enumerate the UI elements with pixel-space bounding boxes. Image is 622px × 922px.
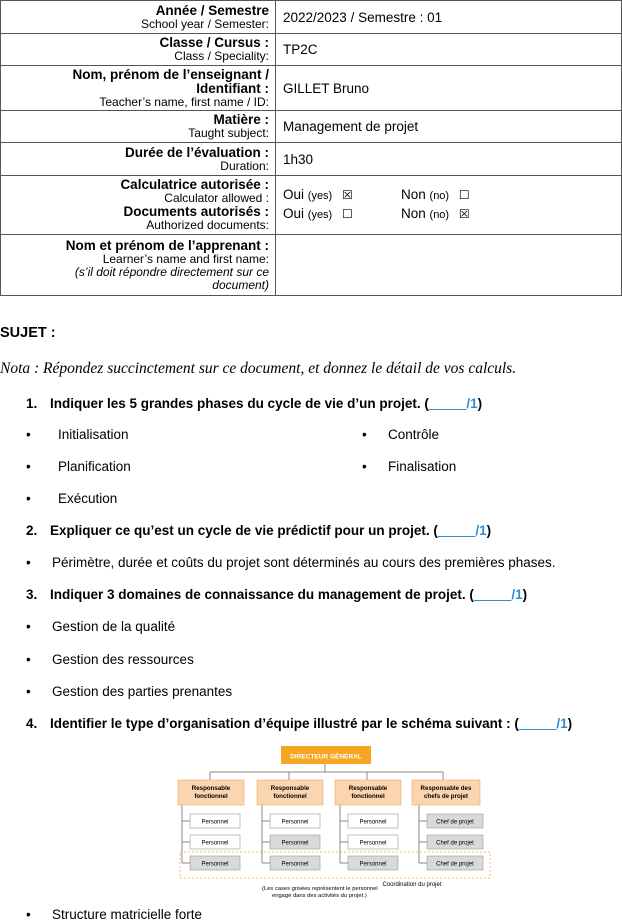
column-header-line: chefs de projet: [423, 793, 469, 800]
bullet-icon: •: [26, 684, 31, 699]
label-en: Authorized documents:: [146, 218, 269, 232]
documents-options: [283, 205, 615, 224]
row-teacher: [1, 66, 622, 111]
label-fr: Nom et prénom de l’apprenant :: [65, 237, 269, 253]
label-en: Learner’s name and first name:: [102, 251, 269, 266]
answer-text: Initialisation: [58, 427, 129, 442]
label-fr: Documents autorisés :: [123, 204, 269, 219]
label-fr: Classe / Cursus :: [159, 35, 269, 50]
learner-name-field[interactable]: [276, 235, 622, 296]
value-classe: TP2C: [276, 34, 622, 66]
calculator-options: [283, 186, 615, 205]
oui-label: Oui: [283, 187, 305, 202]
bullet-icon: •: [362, 427, 367, 442]
list-item: [362, 427, 439, 442]
staff-label: Personnel: [359, 861, 387, 868]
staff-label: Personnel: [281, 861, 309, 868]
column-header-line: Responsable des: [420, 785, 472, 792]
org-chart-diagram: [172, 744, 502, 908]
value-subject: Management de projet: [276, 111, 622, 143]
question-close: ): [486, 523, 492, 538]
bullet-icon: •: [26, 619, 31, 634]
answer-text: Contrôle: [388, 427, 440, 442]
list-item: [26, 427, 129, 442]
question-close: ): [522, 587, 528, 602]
score-total: /1: [556, 716, 568, 731]
score-total: /1: [475, 523, 487, 538]
row-duration: [1, 143, 622, 176]
answer-text: Gestion des parties prenantes: [52, 684, 233, 699]
score-blank[interactable]: _____: [473, 587, 512, 602]
non-en-label: (no): [429, 190, 450, 202]
bullet-icon: •: [26, 459, 31, 474]
list-item: [26, 555, 556, 570]
label-teacher: [1, 66, 276, 111]
bullet-icon: •: [26, 652, 31, 667]
unchecked-box-icon[interactable]: ☐: [458, 188, 470, 202]
answer-text: Planification: [58, 459, 131, 474]
question-text: Indiquer les 5 grandes phases du cycle de vie d’un projet. (: [50, 396, 429, 411]
answer-text: Structure matricielle forte: [52, 907, 203, 922]
answer-text: Périmètre, durée et coûts du projet sont déterminés au cours des premières phases.: [52, 555, 556, 570]
question-3: [26, 587, 527, 602]
staff-label: Chef de projet: [436, 819, 474, 826]
documents-non[interactable]: [401, 205, 470, 224]
staff-label: Personnel: [201, 861, 229, 868]
list-item: [26, 459, 131, 474]
column-header-line: Responsable: [270, 785, 310, 792]
checked-box-icon[interactable]: ☒: [458, 207, 470, 221]
list-item: [26, 619, 175, 634]
label-en: Taught subject:: [188, 126, 269, 140]
sujet-heading: SUJET :: [0, 325, 56, 341]
question-text: Indiquer 3 domaines de connaissance du management de projet. (: [50, 587, 474, 602]
column-header-line: fonctionnel: [351, 793, 385, 800]
label-en: Teacher’s name, first name / ID:: [99, 94, 269, 109]
label-fr: Calculatrice autorisée :: [120, 177, 269, 192]
score-blank[interactable]: _____: [518, 716, 557, 731]
answer-text: Finalisation: [388, 459, 457, 474]
label-en: Calculator allowed :: [164, 191, 269, 205]
oui-en-label: (yes): [307, 209, 333, 221]
row-subject: [1, 111, 622, 143]
label-learner: [1, 235, 276, 296]
label-duration: [1, 143, 276, 176]
label-fr: Année / Semestre: [155, 2, 269, 18]
question-text: Expliquer ce qu’est un cycle de vie prédictif pour un projet. (: [50, 523, 438, 538]
calculator-oui[interactable]: [283, 186, 401, 205]
question-1: [26, 396, 482, 411]
header-table: [0, 0, 622, 296]
value-teacher: GILLET Bruno: [276, 66, 622, 111]
staff-label: Personnel: [281, 840, 309, 847]
oui-en-label: (yes): [307, 190, 333, 202]
diagram-caption: engagé dans des activités du projet.): [272, 893, 367, 899]
non-en-label: (no): [429, 209, 450, 221]
non-label: Non: [401, 206, 426, 221]
staff-label: Personnel: [359, 819, 387, 826]
diagram-caption: (Les cases grisées représentent le personnel: [262, 886, 378, 892]
column-1: [178, 780, 244, 870]
question-2: [26, 523, 491, 538]
staff-label: Chef de projet: [436, 861, 474, 868]
column-header-line: Responsable: [191, 785, 231, 792]
list-item: [26, 907, 202, 922]
staff-label: Personnel: [281, 819, 309, 826]
staff-label: Personnel: [359, 840, 387, 847]
bullet-icon: •: [26, 555, 31, 570]
question-number: 3.: [26, 587, 38, 602]
label-year: [1, 1, 276, 34]
list-item: [26, 684, 232, 699]
coordination-label: Coordination du projet: [382, 882, 442, 888]
non-label: Non: [401, 187, 426, 202]
staff-label: Personnel: [201, 840, 229, 847]
column-2: [257, 780, 323, 870]
staff-label: Chef de projet: [436, 840, 474, 847]
question-number: 1.: [26, 396, 38, 411]
label-en: School year / Semester:: [140, 16, 269, 31]
value-duration: 1h30: [276, 143, 622, 176]
label-fr: Nom, prénom de l’enseignant /: [72, 66, 269, 82]
bullet-icon: •: [362, 459, 367, 474]
label-fr: Durée de l’évaluation :: [124, 144, 269, 160]
oui-label: Oui: [283, 206, 305, 221]
score-total: /1: [511, 587, 523, 602]
label-en: Class / Speciality:: [174, 49, 269, 63]
staff-label: Personnel: [201, 819, 229, 826]
label-note: document): [212, 277, 269, 292]
question-number: 2.: [26, 523, 38, 538]
question-close: ): [477, 396, 483, 411]
nota-text: Nota : Répondez succinctement sur ce document, et donnez le détail de vos calculs.: [0, 360, 517, 377]
documents-oui[interactable]: [283, 205, 401, 224]
answer-text: Gestion des ressources: [52, 652, 194, 667]
label-fr: Identifiant :: [196, 80, 269, 96]
question-close: ): [567, 716, 573, 731]
score-blank[interactable]: _____: [437, 523, 476, 538]
director-label: DIRECTEUR GÉNÉRAL: [290, 753, 362, 761]
list-item: [362, 459, 456, 474]
row-learner: [1, 235, 622, 296]
list-item: [26, 491, 117, 506]
label-note: (s’il doit répondre directement sur ce: [74, 264, 269, 279]
row-classe: [1, 34, 622, 66]
score-blank[interactable]: _____: [428, 396, 467, 411]
bullet-icon: •: [26, 427, 31, 442]
score-total: /1: [466, 396, 478, 411]
checked-box-icon[interactable]: ☒: [342, 188, 353, 202]
answer-text: Gestion de la qualité: [52, 619, 176, 634]
label-en: Duration:: [220, 158, 269, 173]
column-header-line: fonctionnel: [273, 793, 307, 800]
label-classe: [1, 34, 276, 66]
column-3: [335, 780, 401, 870]
question-text: Identifier le type d’organisation d’équipe illustré par le schéma suivant : (: [50, 716, 519, 731]
column-4: [412, 780, 483, 870]
unchecked-box-icon[interactable]: ☐: [342, 207, 353, 221]
value-year: 2022/2023 / Semestre : 01: [276, 1, 622, 34]
answer-text: Exécution: [58, 491, 118, 506]
list-item: [26, 652, 194, 667]
row-year: [1, 1, 622, 34]
label-subject: [1, 111, 276, 143]
column-header-line: Responsable: [348, 785, 388, 792]
bullet-icon: •: [26, 907, 31, 922]
value-allowed: [276, 176, 622, 235]
column-header-line: fonctionnel: [194, 793, 228, 800]
label-fr: Matière :: [213, 112, 269, 127]
question-number: 4.: [26, 716, 38, 731]
calculator-non[interactable]: [401, 186, 470, 205]
question-4: [26, 716, 572, 731]
label-allowed: [1, 176, 276, 235]
bullet-icon: •: [26, 491, 31, 506]
row-allowed: [1, 176, 622, 235]
